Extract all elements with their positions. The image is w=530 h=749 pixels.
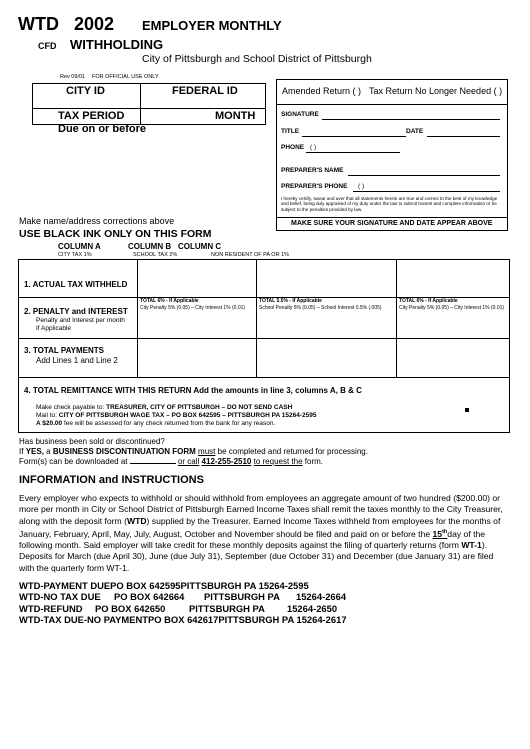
info-line-2: more per month in City or School District of Pittsburgh Earned Income Taxes shall remit the taxes monthly to the City Treasurer, bbox=[19, 504, 503, 515]
column-a-header: COLUMN A bbox=[58, 242, 101, 251]
black-ink-note: USE BLACK INK ONLY ON THIS FORM bbox=[19, 228, 212, 240]
address-city: PITTSBURGH PA 15264-2595 bbox=[180, 580, 309, 591]
tax-period-label: TAX PERIOD bbox=[58, 110, 125, 122]
address-zip: 15264-2650 bbox=[287, 602, 338, 614]
actual-tax-column-b[interactable] bbox=[257, 260, 395, 296]
info-title: INFORMATION and INSTRUCTIONS bbox=[19, 474, 204, 486]
form-title-line2: WITHHOLDING bbox=[70, 37, 164, 52]
completed-text: be completed and returned for processing. bbox=[217, 447, 368, 456]
mail-to: CITY OF PITTSBURGH WAGE TAX – PO BOX 642595 – PITTSBURGH PA 15264-2595 bbox=[58, 412, 317, 419]
a-word: a bbox=[46, 447, 51, 456]
column-b-sub: SCHOOL TAX 2% bbox=[133, 252, 178, 258]
address-box: PO BOX 642650 bbox=[95, 602, 166, 614]
column-a-sub: CITY TAX 1% bbox=[58, 252, 92, 258]
title-field[interactable] bbox=[302, 136, 406, 137]
info-line-3 bbox=[19, 516, 525, 527]
info-line-1: Every employer who expects to withhold or should withhold from employees an aggregate amount of two hundred ($200.00) or bbox=[19, 493, 501, 503]
if-word: If bbox=[19, 447, 24, 456]
id-box-rule bbox=[32, 108, 266, 109]
row-3-label: 3. TOTAL PAYMENTS bbox=[24, 346, 105, 355]
mail-line bbox=[36, 412, 316, 419]
penalty-c-head: TOTAL 6% - If Applicable bbox=[399, 298, 458, 304]
month-label: MONTH bbox=[215, 110, 256, 122]
penalty-c-body: City Penalty 5% (0.05) – City Interest 1% (0.01) bbox=[399, 305, 505, 311]
info-wt1: WT-1 bbox=[461, 540, 482, 551]
download-text: Form(s) can be downloaded at bbox=[19, 457, 128, 466]
info-due-day-suffix: th bbox=[442, 528, 448, 535]
id-box-divider bbox=[140, 83, 141, 125]
info-line-6: Deposits for March (due April 30), June (due July 31), September (due October 31) and December (due January 31) are filed bbox=[19, 551, 494, 562]
address-box: PO BOX 642664 bbox=[114, 591, 185, 603]
city-id-label: CITY ID bbox=[66, 85, 105, 97]
phone-field[interactable] bbox=[306, 152, 400, 153]
certify-rule bbox=[276, 217, 508, 218]
info-line-3a: along with the deposit form ( bbox=[19, 515, 127, 526]
preparer-name-label: PREPARER'S NAME bbox=[281, 167, 344, 174]
form-code: WTD bbox=[18, 14, 59, 34]
address-label: WTD-TAX DUE-NO PAYMENT bbox=[19, 614, 148, 626]
address-box: PO BOX 642617 bbox=[148, 614, 219, 626]
payable-to: TREASURER, CITY OF PITTSBURGH – DO NOT SEND CASH bbox=[106, 404, 293, 411]
address-zip: 15264-2664 bbox=[296, 591, 347, 603]
signature-label: SIGNATURE bbox=[281, 111, 319, 118]
must-word: must bbox=[198, 447, 216, 456]
rev-label: Rev 09/01 bbox=[60, 74, 86, 80]
payable-label: Make check payable to: bbox=[36, 404, 105, 411]
address-label: WTD-PAYMENT DUE bbox=[19, 580, 111, 591]
make-sure-note: MAKE SURE YOUR SIGNATURE AND DATE APPEAR ABOVE bbox=[291, 220, 493, 227]
info-line-7: with the quarterly form WT-1. bbox=[19, 562, 130, 573]
discontinuation-form-name: BUSINESS DISCONTINUATION FORM bbox=[52, 447, 196, 456]
no-longer-needed-option[interactable]: Tax Return No Longer Needed ( ) bbox=[369, 86, 503, 96]
request-text: to request the bbox=[253, 457, 303, 466]
corrections-note: Make name/address corrections above bbox=[19, 216, 175, 226]
address-tax-due-no-payment bbox=[19, 614, 347, 625]
business-if-yes bbox=[19, 447, 368, 456]
request-form-text: form. bbox=[304, 457, 323, 466]
federal-id-label: FEDERAL ID bbox=[172, 85, 238, 97]
phone-format: ( ) bbox=[310, 144, 317, 151]
address-list bbox=[19, 580, 347, 626]
signature-field[interactable] bbox=[322, 119, 500, 120]
penalty-column-c[interactable] bbox=[397, 314, 509, 337]
form-year: 2002 bbox=[74, 14, 115, 34]
row-2-sub2: If Applicable bbox=[36, 325, 72, 332]
fee-text: fee will be assessed for any check returned from the bank for any reason. bbox=[63, 420, 276, 427]
row-rule-3 bbox=[18, 377, 510, 378]
info-line-5 bbox=[19, 540, 525, 551]
subtitle-city: City of Pittsburgh bbox=[142, 53, 222, 65]
column-b-header: COLUMN B bbox=[128, 242, 172, 251]
fee-line bbox=[36, 420, 275, 427]
info-line-3c: ) supplied by the Treasurer. Earned Income Taxes withheld from employees for the months of bbox=[146, 515, 501, 526]
preparer-phone-format: ( ) bbox=[358, 183, 365, 190]
row-2-label: 2. PENALTY and INTEREST bbox=[24, 307, 128, 316]
yes-word: YES, bbox=[25, 447, 44, 456]
info-line-4d: day of the bbox=[447, 528, 486, 539]
download-url-blank bbox=[130, 463, 176, 464]
address-label: WTD-NO TAX DUE bbox=[19, 591, 101, 603]
signature-box-rule bbox=[276, 104, 508, 105]
amended-return-option[interactable]: Amended Return ( ) bbox=[282, 86, 362, 96]
address-refund bbox=[19, 603, 347, 614]
download-phone[interactable]: 412-255-2510 bbox=[201, 457, 252, 466]
official-use-label: FOR OFFICIAL USE ONLY bbox=[92, 74, 159, 80]
preparer-phone-field[interactable] bbox=[353, 191, 500, 192]
title-label: TITLE bbox=[281, 128, 300, 135]
preparer-name-field[interactable] bbox=[348, 175, 500, 176]
total-payments-column-c[interactable] bbox=[397, 339, 509, 376]
info-line-5c: ). bbox=[481, 540, 488, 551]
row-3-sub: Add Lines 1 and Line 2 bbox=[36, 356, 118, 365]
row-4-label: 4. TOTAL REMITTANCE WITH THIS RETURN Add the amounts in line 3, columns A, B & C bbox=[24, 386, 362, 395]
column-c-sub: NON RESIDENT OF PA OR 1% bbox=[211, 252, 290, 258]
payable-line bbox=[36, 404, 292, 411]
certification-text: I hereby certify, swear and aver that all statements herein are true and correct to the best of my knowledge and belief, being duly appraised of my duty under the law to submit honest and complete information or be subject to the penalties provided by law. bbox=[281, 196, 498, 212]
due-label: Due on or before bbox=[58, 123, 147, 135]
address-city: PITTSBURGH PA bbox=[204, 591, 280, 603]
mail-label: Mail to: bbox=[36, 412, 57, 419]
or-call-text: or call bbox=[177, 457, 200, 466]
total-payments-column-b[interactable] bbox=[257, 339, 395, 376]
penalty-a-head: TOTAL 6% - If Applicable bbox=[140, 298, 199, 304]
info-line-4 bbox=[19, 527, 525, 540]
penalty-a-body: City Penalty 5% (0.05) – City Interest 1% (0.01) bbox=[140, 305, 246, 311]
address-payment-due bbox=[19, 580, 347, 591]
fee-amount: A $20.00 bbox=[36, 420, 63, 427]
total-remittance-marker[interactable] bbox=[465, 408, 469, 412]
form-title-line1: EMPLOYER MONTHLY bbox=[142, 18, 282, 33]
subtitle-school: School District of Pittsburgh bbox=[242, 53, 372, 65]
address-box: PO BOX 642595 bbox=[110, 580, 181, 591]
address-city: PITTSBURGH PA 15264-2617 bbox=[218, 614, 347, 626]
actual-tax-column-a[interactable] bbox=[138, 260, 255, 296]
total-payments-column-a[interactable] bbox=[138, 339, 255, 376]
form-subtitle bbox=[142, 53, 372, 65]
date-label: DATE bbox=[406, 128, 424, 135]
penalty-b-body: School Penalty 5% (0.05) – School Interest 0.5% (.005) bbox=[259, 305, 382, 311]
info-due-day bbox=[433, 529, 448, 539]
info-due-day-num: 15 bbox=[432, 528, 443, 539]
preparer-phone-label: PREPARER'S PHONE bbox=[281, 183, 348, 190]
date-field[interactable] bbox=[427, 136, 500, 137]
info-line-5a: following month. Said employer will take credit for these monthly deposits against the filing of quarterly returns (form bbox=[19, 540, 459, 551]
row-1-label: 1. ACTUAL TAX WITHHELD bbox=[24, 280, 128, 289]
penalty-b-head: TOTAL 5.5% - If Applicable bbox=[259, 298, 322, 304]
address-city: PITTSBURGH PA bbox=[189, 602, 265, 614]
phone-label: PHONE bbox=[281, 144, 305, 151]
penalty-column-b[interactable] bbox=[257, 314, 395, 337]
address-no-tax-due bbox=[19, 591, 347, 602]
info-body bbox=[19, 493, 525, 574]
address-label: WTD-REFUND bbox=[19, 602, 83, 614]
download-line bbox=[19, 457, 323, 466]
penalty-column-a[interactable] bbox=[138, 314, 255, 337]
actual-tax-column-c[interactable] bbox=[397, 260, 509, 296]
business-question: Has business been sold or discontinued? bbox=[19, 437, 165, 446]
cfd-label: CFD bbox=[38, 41, 57, 51]
row-2-sub1: Penalty and Interest per month bbox=[36, 317, 125, 324]
column-c-header: COLUMN C bbox=[178, 242, 222, 251]
subtitle-and: and bbox=[224, 54, 240, 64]
info-line-4a: January, February, April, May, July, August, October and November should be filed and paid on or before the bbox=[19, 528, 431, 539]
info-wtd: WTD bbox=[126, 515, 147, 526]
